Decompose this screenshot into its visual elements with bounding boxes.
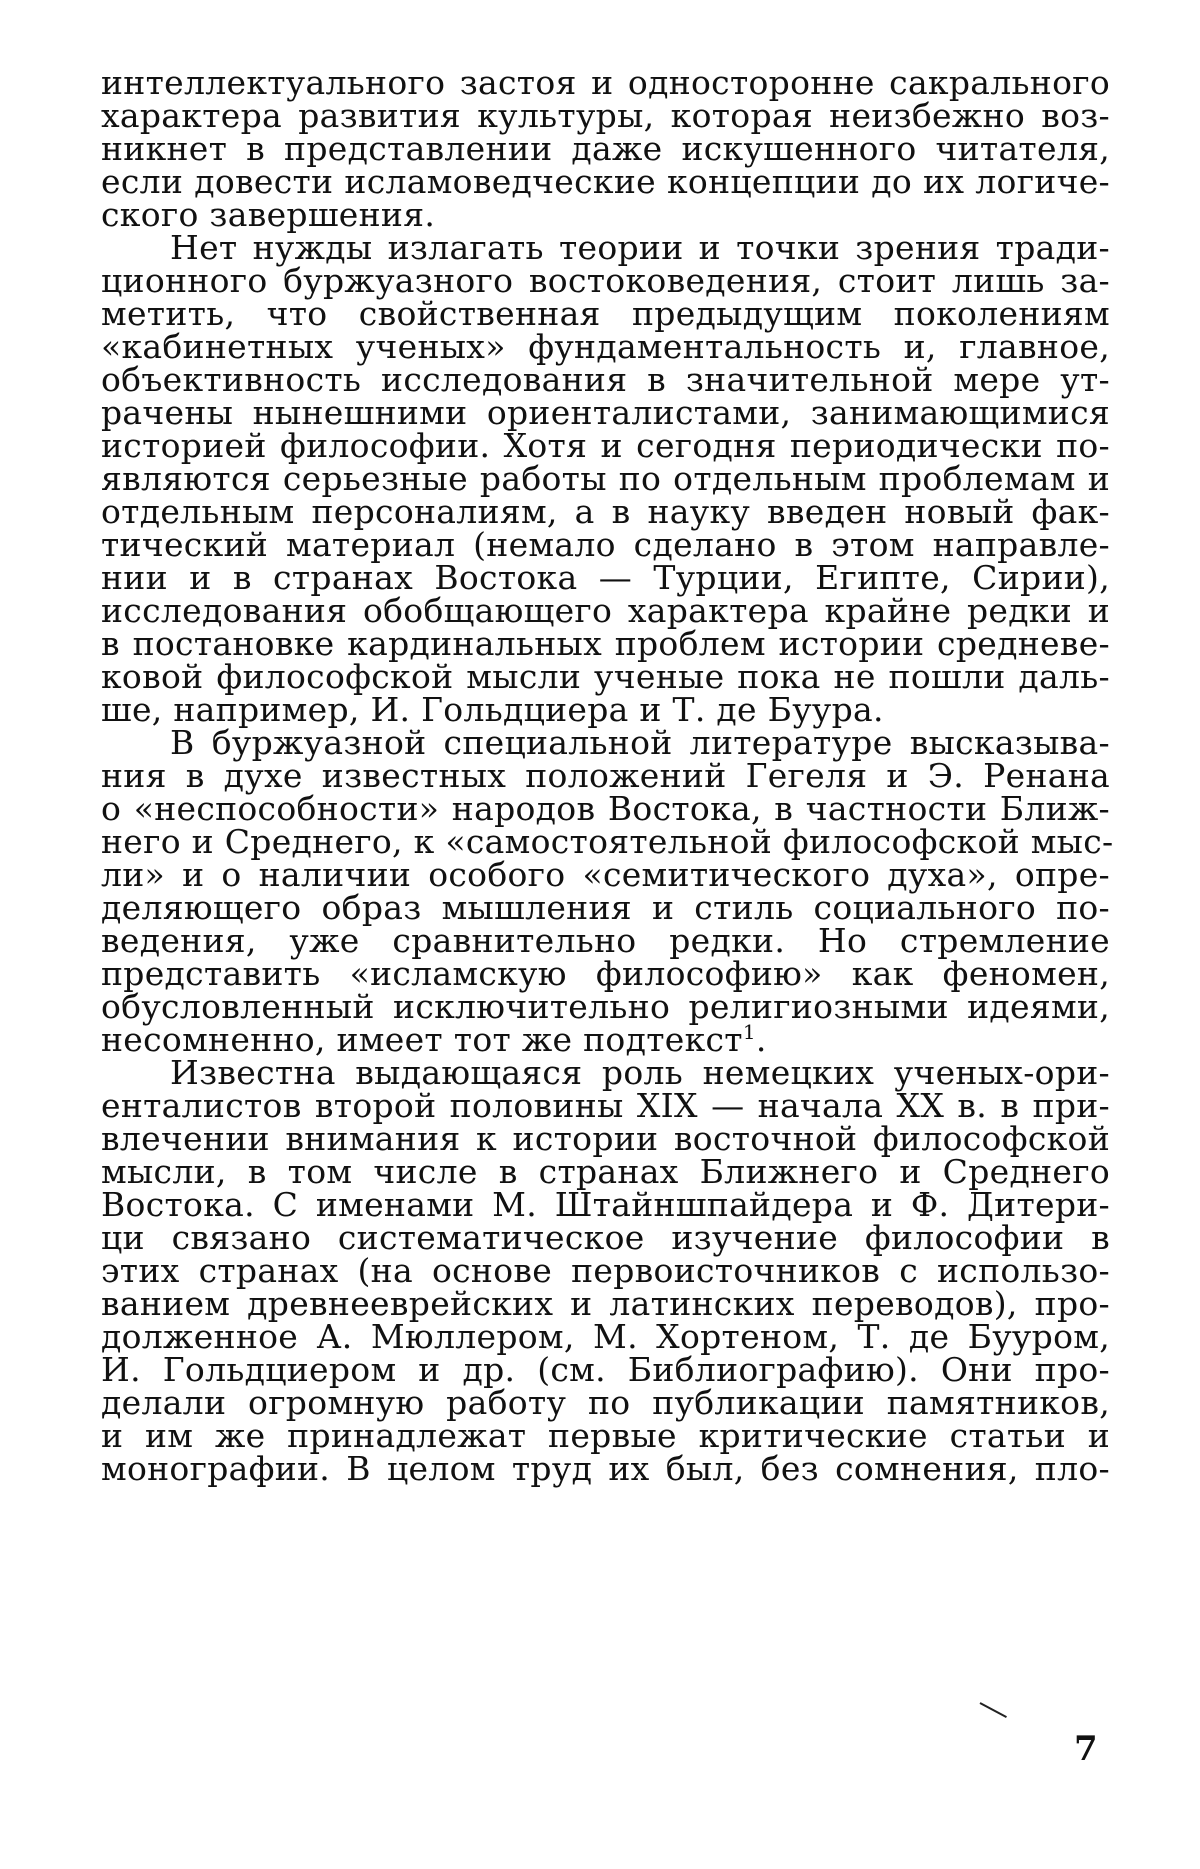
- paragraph-first-line: Нет нужды излагать теории и точки зрения тради-: [170, 228, 1110, 267]
- text-line: рачены нынешними ориенталистами, занимающимися: [101, 393, 1110, 432]
- text-line: в постановке кардинальных проблем истории средневе-: [101, 624, 1110, 663]
- text-line: характера развития культуры, которая неизбежно воз-: [101, 96, 1110, 135]
- text-line: отдельным персоналиям, а в науку введен новый фак-: [101, 492, 1110, 531]
- text-line: являются серьезные работы по отдельным проблемам и: [101, 459, 1110, 498]
- text-line: никнет в представлении даже искушенного читателя,: [101, 129, 1110, 168]
- text-line: ционного буржуазного востоковедения, стоит лишь за-: [101, 261, 1110, 300]
- text-line: ли» и о наличии особого «семитического духа», опре-: [101, 855, 1110, 894]
- text-line: ванием древнееврейских и латинских переводов), про-: [101, 1284, 1110, 1323]
- text-line: делали огромную работу по публикации памятников,: [101, 1383, 1110, 1422]
- text-line: и им же принадлежат первые критические статьи и: [101, 1416, 1110, 1455]
- text-line: ведения, уже сравнительно редки. Но стремление: [101, 921, 1110, 960]
- text-line: нии и в странах Востока — Турции, Египте, Сирии),: [101, 558, 1110, 597]
- text-line: долженное А. Мюллером, М. Хортеном, Т. де Бууром,: [101, 1317, 1110, 1356]
- text-line: метить, что свойственная предыдущим поколениям: [101, 294, 1110, 333]
- text-line: влечении внимания к истории восточной философской: [101, 1119, 1110, 1158]
- paragraph-first-line: Известна выдающаяся роль немецких ученых-ори-: [170, 1053, 1110, 1092]
- text-line: Востока. С именами М. Штайншпайдера и Ф. Дитери-: [101, 1185, 1110, 1224]
- text-line: интеллектуального застоя и односторонне сакрального: [101, 63, 1110, 102]
- text-line: мысли, в том числе в странах Ближнего и Среднего: [101, 1152, 1110, 1191]
- text-line: этих странах (на основе первоисточников с использо-: [101, 1251, 1110, 1290]
- text-line: если довести исламоведческие концепции до их логиче-: [101, 162, 1110, 201]
- footnote-reference: 1: [742, 1020, 756, 1044]
- text-line: исследования обобщающего характера крайне редки и: [101, 591, 1110, 630]
- text-line: обусловленный исключительно религиозными идеями,: [101, 987, 1110, 1026]
- text-line: представить «исламскую философию» как феномен,: [101, 954, 1110, 993]
- text-line: ния в духе известных положений Гегеля и Э. Ренана: [101, 756, 1110, 795]
- text-line: енталистов второй половины XIX — начала XX в. в при-: [101, 1086, 1110, 1125]
- text-line: И. Гольдциером и др. (см. Библиографию). Они про-: [101, 1350, 1110, 1389]
- text-line: деляющего образ мышления и стиль социального по-: [101, 888, 1110, 927]
- text-line: монографии. В целом труд их был, без сомнения, пло-: [101, 1449, 1110, 1488]
- footnote-punctuation: .: [755, 1020, 767, 1059]
- text-line: него и Среднего, к «самостоятельной философской мыс-: [101, 822, 1114, 861]
- paragraph-first-line: В буржуазной специальной литературе высказыва-: [170, 723, 1110, 762]
- scan-artifact-mark: [980, 1702, 1007, 1718]
- page-number: 7: [1074, 1729, 1098, 1769]
- text-line: ского завершения.: [101, 195, 436, 234]
- text-line: ци связано систематическое изучение философии в: [101, 1218, 1110, 1257]
- text-line: ковой философской мысли ученые пока не пошли даль-: [101, 657, 1110, 696]
- text-line: историей философии. Хотя и сегодня периодически по-: [101, 426, 1110, 465]
- text-line: тический материал (немало сделано в этом направле-: [101, 525, 1110, 564]
- text-line: о «неспособности» народов Востока, в частности Ближ-: [101, 789, 1110, 828]
- text-line: «кабинетных ученых» фундаментальность и, главное,: [101, 327, 1110, 366]
- text-line: объективность исследования в значительной мере ут-: [101, 360, 1110, 399]
- text-line: несомненно, имеет тот же подтекст: [101, 1020, 743, 1059]
- text-line: ше, например, И. Гольдциера и Т. де Буура.: [101, 690, 884, 729]
